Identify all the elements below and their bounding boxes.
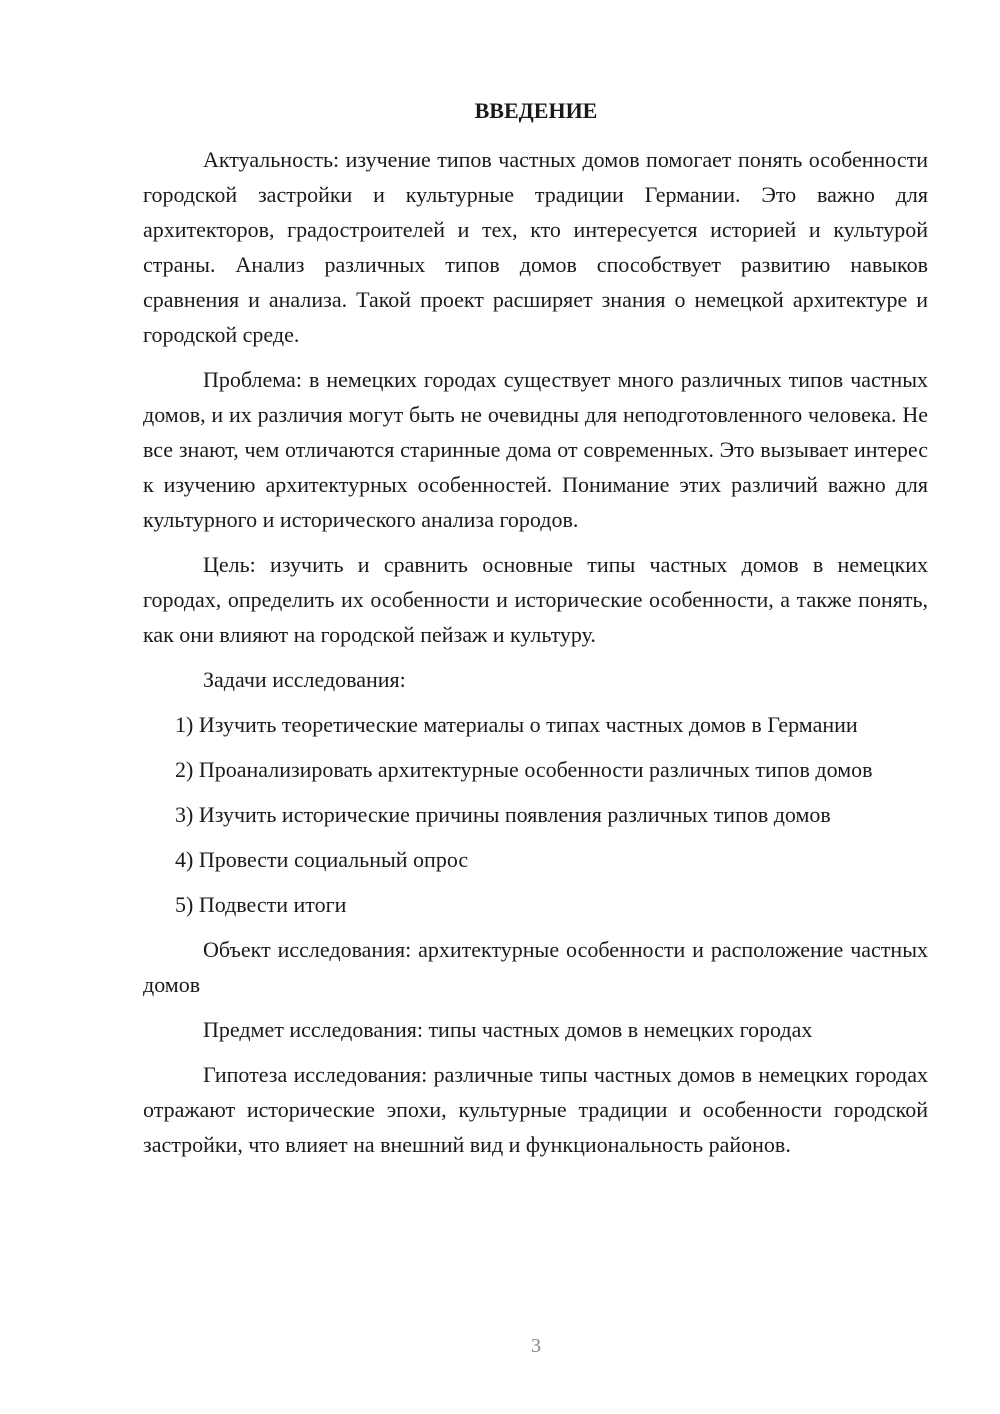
paragraph-problem: Проблема: в немецких городах существует много различных типов частных домов, и их различия могут быть не очевидны для неподготовленного человека. Не все знают, чем отличаются старинные дома от современных. Это вызывает интерес к изучению архитектурных особенностей. Понимание этих различий важно для культурного и исторического анализа городов.	[143, 367, 928, 532]
tasks-title: Задачи исследования:	[203, 667, 406, 692]
task-item: 5) Подвести итоги	[175, 892, 347, 917]
task-item: 4) Провести социальный опрос	[175, 847, 469, 872]
task-item: 1) Изучить теоретические материалы о типах частных домов в Германии	[175, 712, 858, 737]
page-title: ВВЕДЕНИЕ	[474, 98, 598, 123]
paragraph-subject: Предмет исследования: типы частных домов в немецких городах	[203, 1017, 813, 1042]
paragraph-object: Объект исследования: архитектурные особенности и расположение частных домов	[143, 937, 928, 997]
task-item: 3) Изучить исторические причины появления различных типов домов	[175, 802, 831, 827]
paragraph-relevance: Актуальность: изучение типов частных домов помогает понять особенности городской застройки и культурные традиции Германии. Это важно для архитекторов, градостроителей и тех, кто интересуется историей и культурой страны. Анализ различных типов домов способствует развитию навыков сравнения и анализа. Такой проект расширяет знания о немецкой архитектуре и городской среде.	[143, 147, 928, 347]
task-item: 2) Проанализировать архитектурные особенности различных типов домов	[175, 757, 873, 782]
paragraph-goal: Цель: изучить и сравнить основные типы частных домов в немецких городах, определить их особенности и исторические особенности, а также понять, как они влияют на городской пейзаж и культуру.	[143, 552, 928, 647]
paragraph-hypothesis: Гипотеза исследования: различные типы частных домов в немецких городах отражают исторические эпохи, культурные традиции и особенности городской застройки, что влияет на внешний вид и функциональность районов.	[143, 1062, 928, 1157]
page-number: 3	[531, 1335, 541, 1357]
document-body	[143, 142, 928, 1172]
